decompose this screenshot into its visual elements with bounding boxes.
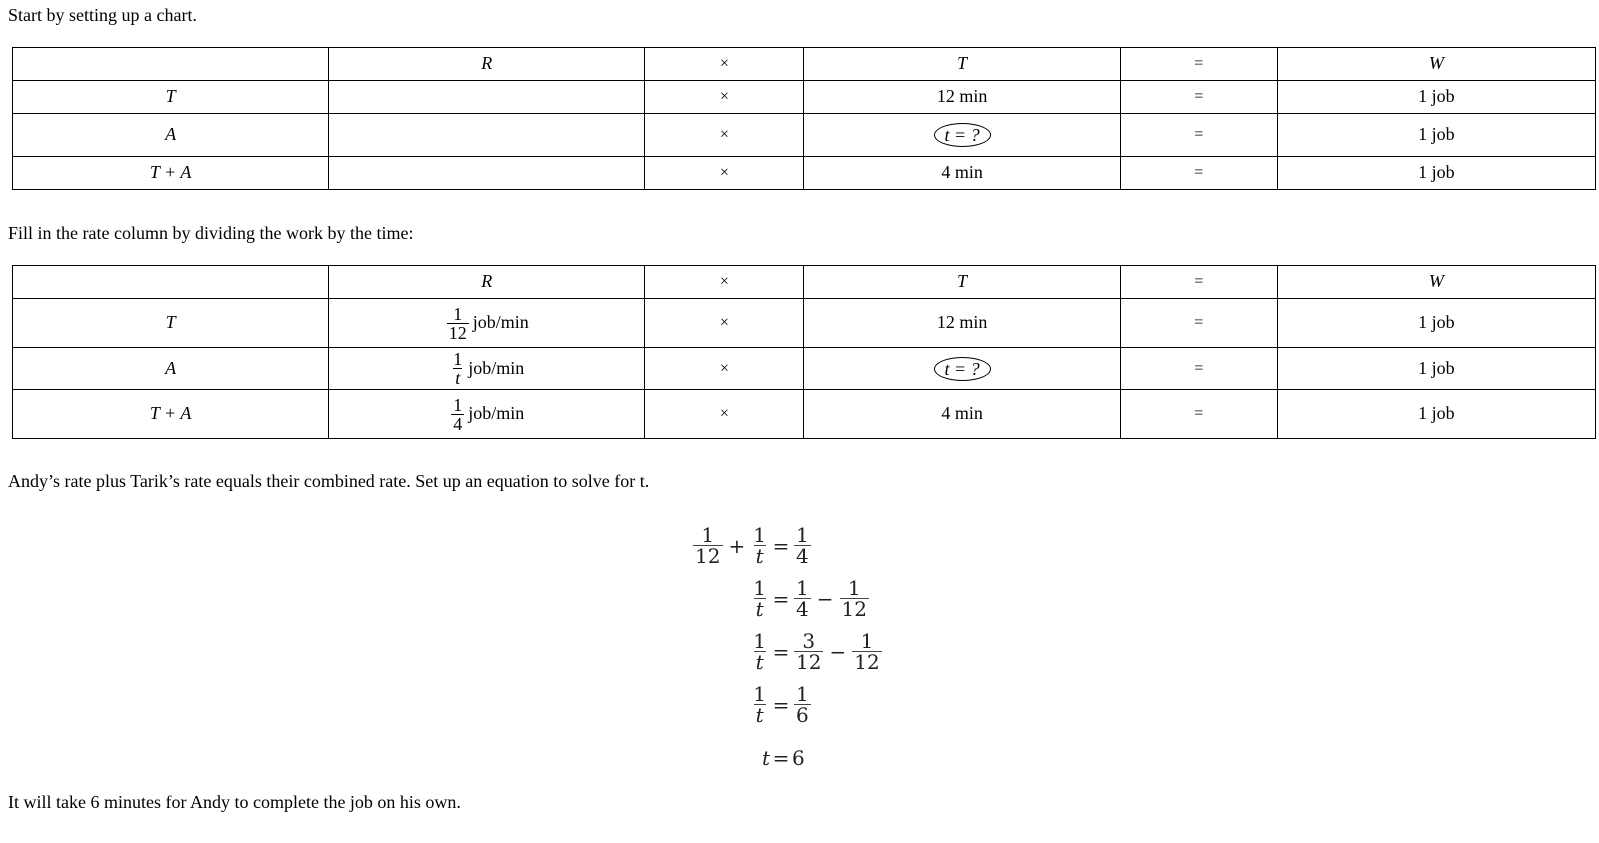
row-label: A [13,114,329,157]
header-time: T [804,48,1120,81]
equation-lhs [690,631,770,672]
rate-cell-empty [329,114,645,157]
work-cell: 1 job [1277,114,1595,157]
equation-fraction [794,631,823,672]
equation-line [690,519,884,572]
equation-fraction [794,684,811,725]
equation-rhs [792,631,884,672]
header-work: W [1277,48,1595,81]
fraction-numerator: 3 [802,629,816,653]
equation-fraction [794,525,811,566]
time-cell: 12 min [804,81,1120,114]
equation-rhs [792,578,871,619]
equals-sign: = [772,639,790,664]
operator: + [728,533,746,558]
rate-unit: job/min [468,403,525,424]
chart-row-andy [13,348,1596,390]
rate-fraction [451,396,464,433]
header-work: W [1277,266,1595,299]
work-cell: 1 job [1277,390,1595,439]
chart-row-together [13,157,1596,190]
equation-lhs [690,578,770,619]
rate-chart [12,265,1596,439]
work-cell: 1 job [1277,157,1595,190]
fraction-numerator: 1 [753,629,766,653]
fraction-numerator: 1 [701,523,715,547]
fill-rate-text: Fill in the rate column by dividing the work by the time: [8,223,414,243]
fraction-denominator: 12 [796,650,822,674]
equation-lhs [690,684,770,725]
rate-unit: job/min [472,312,529,333]
rate-cell [329,390,645,439]
equals-sign: = [772,692,790,717]
time-cell [804,348,1120,390]
chart-row-andy [13,114,1596,157]
operator: − [816,586,834,611]
work-cell: 1 job [1277,81,1595,114]
rate-cell [329,348,645,390]
fraction-numerator: 1 [453,303,463,324]
chart-row-tarik [13,299,1596,348]
times-sign: × [645,81,804,114]
header-equals: = [1120,266,1277,299]
equals-sign: = [1120,114,1277,157]
fraction-numerator: 1 [847,576,861,600]
rate-unit: job/min [468,357,525,378]
equation-block [690,519,884,784]
equation-fraction [840,578,869,619]
fraction-denominator: 12 [854,650,880,674]
chart-header-row [13,48,1596,81]
chart-header-row [13,266,1596,299]
equals-sign: = [1120,81,1277,114]
equation-fraction [751,684,768,725]
rate-fraction [451,350,464,387]
fraction-numerator: 1 [796,523,809,547]
fraction-denominator: 12 [695,544,721,568]
equation-line [690,572,884,625]
row-label: A [13,348,329,390]
equals-sign: = [1120,157,1277,190]
row-label: T [13,299,329,348]
equation-fraction [751,525,768,566]
equation-line [690,731,884,784]
equals-sign: = [1120,390,1277,439]
equals-sign: = [1120,299,1277,348]
equation-line [690,625,884,678]
equation-intro-text: Andy’s rate plus Tarik’s rate equals their combined rate. Set up an equation to solve for t. [8,471,650,491]
setup-chart [12,47,1596,190]
intro-text: Start by setting up a chart. [8,5,197,25]
times-sign: × [645,390,804,439]
rate-cell-empty [329,157,645,190]
times-sign: × [645,157,804,190]
equals-sign: = [772,745,790,770]
time-cell: 4 min [804,157,1120,190]
equation-rhs [792,684,813,725]
header-equals: = [1120,48,1277,81]
header-times: × [645,266,804,299]
chart-row-together [13,390,1596,439]
fraction-denominator: t [755,597,764,621]
fraction-numerator: 1 [753,523,766,547]
header-blank [13,266,329,299]
operator: − [829,639,847,664]
fraction-numerator: 1 [753,576,766,600]
equation-rhs [792,525,813,566]
equation-lhs [690,525,770,566]
header-blank [13,48,329,81]
circled-unknown: t = ? [934,123,991,147]
equals-sign: = [772,586,790,611]
rate-fraction [447,305,469,342]
time-cell: 4 min [804,390,1120,439]
fraction-denominator: 4 [796,597,809,621]
header-times: × [645,48,804,81]
fraction-denominator: 6 [796,703,809,727]
fraction-numerator: 1 [860,629,874,653]
equation-fraction [794,578,811,619]
times-sign: × [645,299,804,348]
time-cell: 12 min [804,299,1120,348]
equals-sign: = [772,533,790,558]
work-cell: 1 job [1277,299,1595,348]
fraction-denominator: t [755,544,764,568]
times-sign: × [645,348,804,390]
chart-row-tarik [13,81,1596,114]
fraction-denominator: 4 [796,544,809,568]
fraction-denominator: 12 [841,597,867,621]
fraction-numerator: 1 [453,349,463,369]
fraction-numerator: 1 [753,682,766,706]
fraction-denominator: 12 [448,322,467,343]
row-label: T [13,81,329,114]
times-sign: × [645,114,804,157]
conclusion-text: It will take 6 minutes for Andy to complete the job on his own. [8,792,461,812]
equation-fraction [751,578,768,619]
fraction-denominator: t [755,650,764,674]
row-label: T + A [13,157,329,190]
work-cell: 1 job [1277,348,1595,390]
fraction-numerator: 1 [796,682,809,706]
equation-line [690,678,884,731]
row-label: T + A [13,390,329,439]
circled-unknown: t = ? [934,357,991,381]
equation-lhs [690,746,770,770]
time-cell [804,114,1120,157]
fraction-numerator: 1 [796,576,809,600]
equals-sign: = [1120,348,1277,390]
header-rate: R [329,266,645,299]
equation-term: 6 [792,745,805,770]
equation-term: t [761,745,770,770]
header-time: T [804,266,1120,299]
equation-fraction [852,631,881,672]
fraction-denominator: 4 [453,413,463,434]
equation-rhs [792,746,805,770]
fraction-numerator: 1 [453,394,463,415]
fraction-denominator: t [455,368,461,388]
rate-cell [329,299,645,348]
header-rate: R [329,48,645,81]
rate-cell-empty [329,81,645,114]
equation-fraction [693,525,722,566]
fraction-denominator: t [755,703,764,727]
equation-fraction [751,631,768,672]
